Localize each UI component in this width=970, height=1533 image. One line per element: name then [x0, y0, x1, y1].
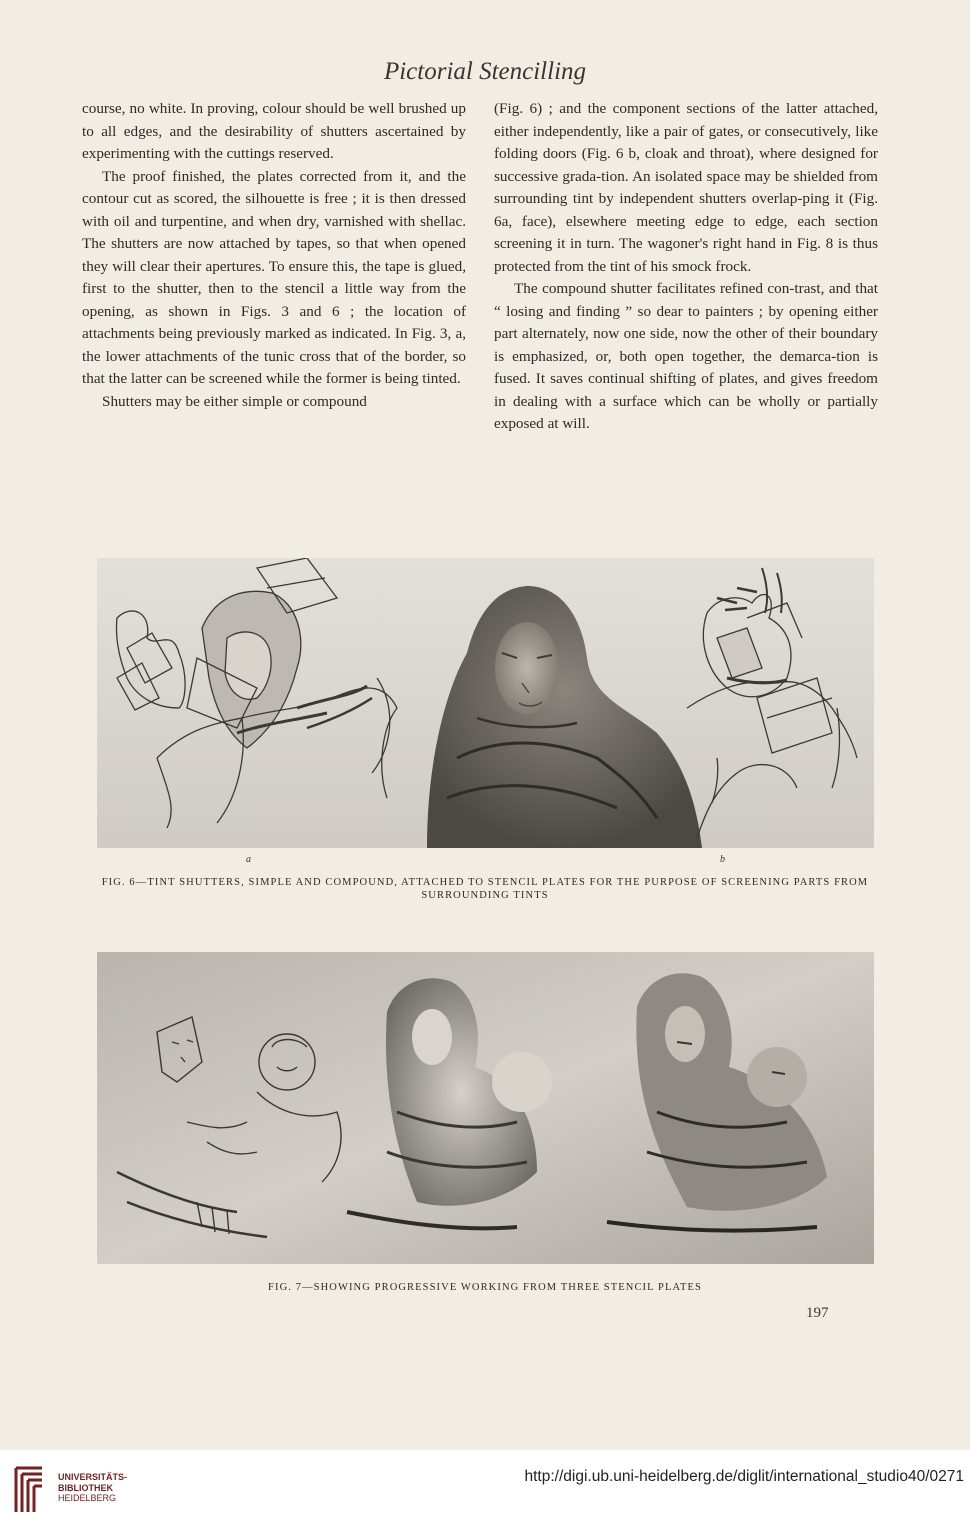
- figure-6-label-a: a: [246, 854, 251, 865]
- library-logo-icon: [10, 1464, 48, 1516]
- running-head: Pictorial Stencilling: [383, 58, 587, 85]
- page-number: 197: [806, 1305, 829, 1321]
- figure-6-illustration: [97, 558, 874, 848]
- paragraph: course, no white. In proving, colour should be well brushed up to all edges, and the desirability of shutters ascertained by experimenting with the cuttings reserved.: [82, 100, 466, 162]
- paragraph: Shutters may be either simple or compound: [102, 392, 367, 410]
- paragraph: (Fig. 6) ; and the component sections of the latter attached, either independently, like a pair of gates, or consecutively, like folding doors (Fig. 6 b, cloak and throat), where designed for successive grada-tion. An isolated space may be shielded from surrounding tint by independent shutters overlap-ping it (Fig. 6a, face), elsewhere meeting edge to edge, each section screening it in turn. The wagoner's right hand in Fig. 8 is thus protected from the tint of his smock frock.: [494, 100, 878, 275]
- figure-7-illustration: [97, 952, 874, 1264]
- logo-line: HEIDELBERG: [58, 1493, 117, 1503]
- figure-6-caption: FIG. 6—TINT SHUTTERS, SIMPLE AND COMPOUND, ATTACHED TO STENCIL PLATES FOR THE PURPOSE OF SCREENING PARTS FROM SURROUNDING TINTS: [101, 877, 869, 901]
- figure-7-caption: FIG. 7—SHOWING PROGRESSIVE WORKING FROM THREE STENCIL PLATES: [268, 1282, 702, 1293]
- logo-line: BIBLIOTHEK: [58, 1482, 113, 1493]
- left-text-column: [82, 98, 466, 413]
- logo-line: UNIVERSITÄTS-: [58, 1472, 128, 1482]
- source-url-link[interactable]: http://digi.ub.uni-heidelberg.de/diglit/international_studio40/0271: [524, 1468, 964, 1485]
- right-text-column: [494, 98, 878, 436]
- library-logo-text: [58, 1472, 127, 1504]
- digitization-footer: [0, 1450, 970, 1533]
- figure-6-drawing: [97, 558, 874, 848]
- figure-7-drawing: [97, 952, 874, 1264]
- paragraph: The compound shutter facilitates refined con-trast, and that “ losing and finding ” so dear to painters ; by opening either part alternately, now one side, now the other of their boundary is emphasized, or, both open together, the demarca-tion is fused. It saves continual shifting of plates, and gives freedom in dealing with a surface which can be wholly or partially exposed at will.: [494, 280, 878, 432]
- figure-6-label-b: b: [720, 854, 725, 865]
- paragraph: The proof finished, the plates corrected from it, and the contour cut as scored, the silhouette is free ; it is then dressed with oil and turpentine, and when dry, varnished with shellac. The shutters are now attached by tapes, so that when opened they will clear their apertures. To ensure this, the tape is glued, first to the shutter, then to the stencil a little way from the opening, as shown in Figs. 3 and 6 ; the location of attachments being previously marked as indicated. In Fig. 3, a, the lower attachments of the tunic cross that of the border, so that the latter can be screened while the former is being tinted.: [82, 167, 466, 387]
